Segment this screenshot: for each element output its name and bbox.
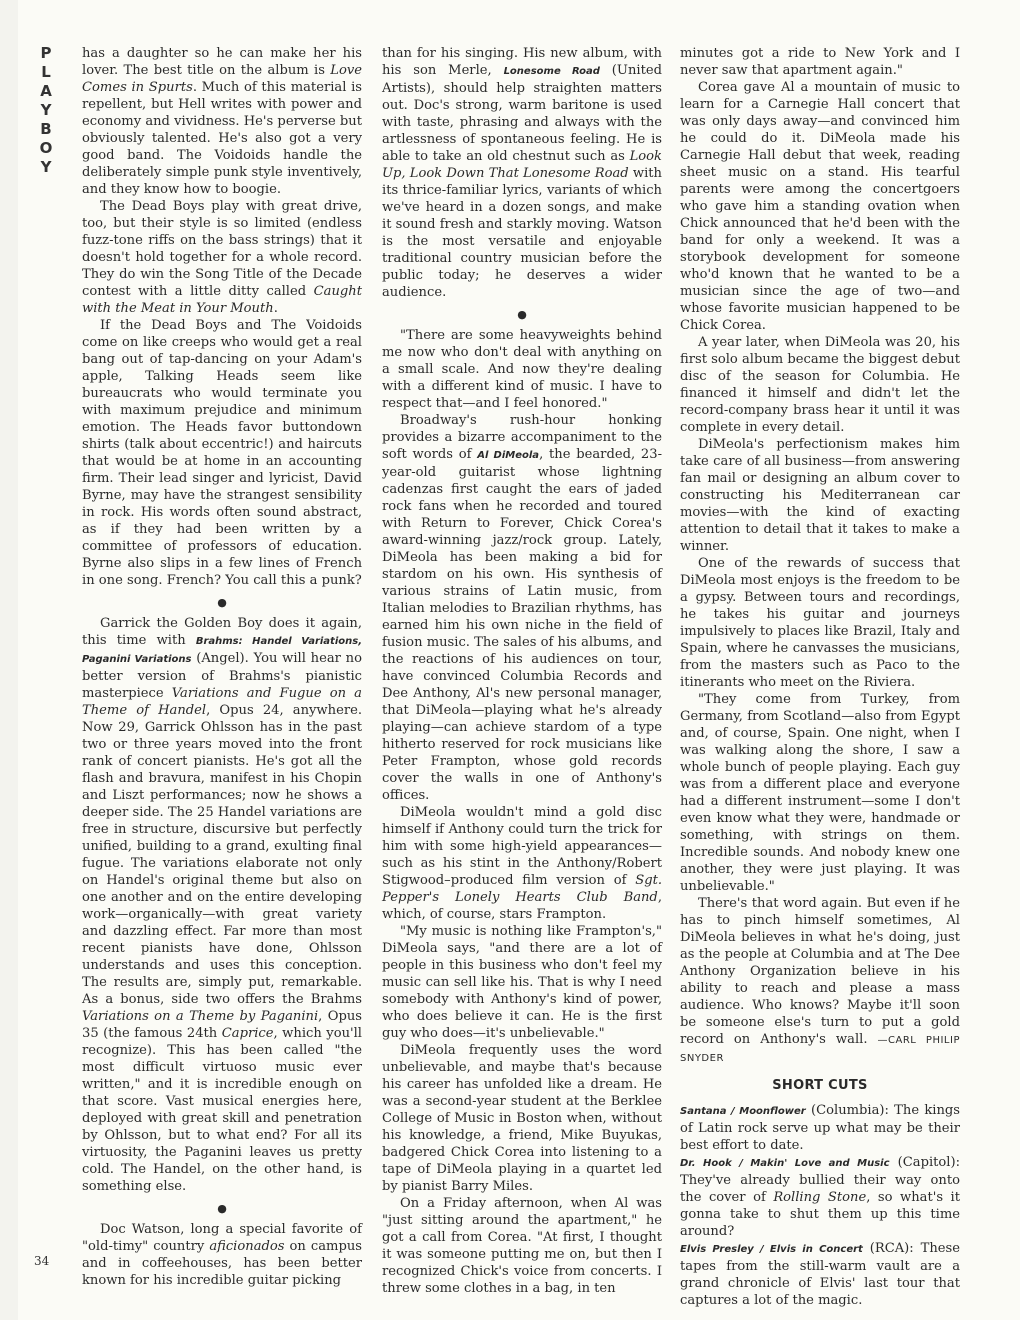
section-bullet: ● — [217, 596, 227, 609]
paragraph: "My music is nothing like Frampton's," DiMeola says, "and there are a lot of people in this business who don't feel my music can sell like his. That is why I need somebody with Anthony's kind of power, who does believe it can. He is the first guy who does—it's unbelievable." — [382, 924, 662, 1041]
byline: —CARL PHILIP SNYDER — [680, 1035, 960, 1064]
title-letter: Y — [40, 101, 52, 119]
column-2 — [382, 45, 662, 1297]
title-letter: L — [41, 63, 51, 81]
album-title: Brahms: Handel Variations, Paganini Variations — [82, 636, 362, 665]
paragraph: Garrick the Golden Boy does it again, this time with Brahms: Handel Variations, Paganini Variations (Angel). You will hear no better version of Brahms's pianistic masterpiece Variations and Fugue on a Theme of Handel, Opus 24, anywhere. Now 29, Garrick Ohlsson has in the past two or three years moved into the front rank of concert pianists. He's got all the flash and bravura, manifest in his Chopin and Liszt performances; now he shows a deeper side. The 25 Handel variations are free in structure, discursive but perfectly unified, building to a grand, exulting final fugue. The variations elaborate not only on Handel's original theme but also on one another and on the entire developing work—organically—with great variety and dazzling effect. Far more than most recent pianists have done, Ohlsson understands and uses this conception. The results are, simply put, remarkable. As a bonus, side two offers the Brahms Variations on a Theme by Paganini, Opus 35 (the famous 24th Caprice, which you'll recognize). This has been called "the most difficult virtuoso music ever written," and it is incredible enough on that score. Vast musical energies here, deployed with great skill and penetration by Ohlsson, but to what end? For all its virtuosity, the Paganini leaves us pretty cold. The Handel, on the other hand, is something else. — [82, 616, 362, 1194]
paragraph: DiMeola's perfectionism makes him take care of all business—from answering fan mail or designing an album cover to constructing his Mediterranean car movies—with the kind of exacting attention to detail that it takes to make a winner. — [680, 437, 960, 554]
paragraph: There's that word again. But even if he has to pinch himself sometimes, Al DiMeola believes in what he's doing, just as the people at Columbia and at The Dee Anthony Organization believe in his ability to reach and please a mass audience. Who knows? Maybe it'll soon be someone else's turn to put a gold record on Anthony's wall. —CARL PHILIP SNYDER — [680, 896, 960, 1064]
paragraph: "There are some heavyweights behind me now who don't deal with anything on a small scale. And now they're dealing with a different kind of music. I have to respect that—and I feel honored." — [382, 328, 662, 411]
page-edge — [0, 0, 18, 1320]
page-number: 34 — [34, 1254, 50, 1268]
paragraph: "They come from Turkey, from Germany, from Scotland—also from Egypt and, of course, Spain. One night, when I was walking along the shore, I saw a whole bunch of people playing. Each guy was from a different place and everyone had a different instrument—some I don't even know what they were, handmade or something, with strings on them. Incredible sounds. And nobody knew one another, they were just playing. It was unbelievable." — [680, 692, 960, 894]
magazine-name — [34, 44, 58, 177]
paragraph: DiMeola wouldn't mind a gold disc himself if Anthony could turn the trick for him with some high-yield appearances—such as his stint in the Anthony/Robert Stigwood–produced film version of Sgt. Pepper's Lonely Hearts Club Band, which, of course, stars Frampton. — [382, 805, 662, 922]
paragraph: minutes got a ride to New York and I never saw that apartment again." — [680, 46, 960, 78]
paragraph: Corea gave Al a mountain of music to learn for a Carnegie Hall concert that was only days away—and convinced him he could do it. DiMeola made his Carnegie Hall debut that week, reading sheet music on a stand. His tearful parents were among the concertgoers who gave him a standing ovation when Chick announced that he'd been with the band for only a weekend. It was a storybook development for someone who'd known that he wanted to be a musician since the age of two—and whose favorite musician happened to be Chick Corea. — [680, 80, 960, 333]
paragraph: Broadway's rush-hour honking provides a bizarre accompaniment to the soft words of Al DiMeola, the bearded, 23-year-old guitarist whose lightning cadenzas first caught the ears of jaded rock fans when he recorded and toured with Return to Forever, Chick Corea's award-winning jazz/rock group. Lately, DiMeola has been making a bid for stardom on his own. His synthesis of various strains of Latin music, from Italian melodies to Brazilian rhythms, has earned him his own niche in the field of fusion music. The sales of his albums, and the reactions of his audiences on tour, have convinced Columbia Records and Dee Anthony, Al's new personal manager, that DiMeola—playing what he's already playing—can achieve stardom of a type hitherto reserved for rock musicians like Peter Frampton, whose gold records cover the walls in one of Anthony's offices. — [382, 413, 662, 803]
short-cut-item: Santana / Moonflower (Columbia): The kings of Latin rock serve up what may be their best effort to date. — [680, 1103, 960, 1153]
title-letter: O — [39, 139, 53, 157]
paragraph: The Dead Boys play with great drive, too, but their style is so limited (endless fuzz-tone riffs on the bass strings) that it doesn't hold together for a whole record. They do win the Song Title of the Decade contest with a little ditty called Caught with the Meat in Your Mouth. — [82, 199, 362, 316]
paragraph: One of the rewards of success that DiMeola most enjoys is the freedom to be a gypsy. Between tours and recordings, he takes his guitar and journeys impulsively to places like Brazil, Italy and Spain, where he canvasses the musicians, from the masters such as Paco to the itinerants who meet on the Riviera. — [680, 556, 960, 690]
section-bullet: ● — [217, 1202, 227, 1215]
artist-name: Al DiMeola — [477, 450, 540, 461]
album-title: Dr. Hook / Makin' Love and Music — [680, 1158, 890, 1169]
album-title: Lonesome Road — [503, 66, 600, 77]
paragraph: DiMeola frequently uses the word unbelievable, and maybe that's because his career has unfolded like a dream. He was a second-year student at the Berklee College of Music in Boston when, without his knowledge, a friend, Mike Buyukas, badgered Chick Corea into listening to a tape of DiMeola playing in a quartet led by pianist Barry Miles. — [382, 1043, 662, 1194]
title-letter: B — [40, 120, 52, 138]
paragraph: If the Dead Boys and The Voidoids come on like creeps who would get a real bang out of tap-dancing on your Adam's apple, Talking Heads seem like bureaucrats who would terminate you with maximum prejudice and minimum emotion. The Heads favor buttondown shirts (talk about eccentric!) and haircuts that would be at home in an accounting firm. Their lead singer and lyricist, David Byrne, may have the strangest sensibility in rock. His words often sound abstract, as if they had been written by a committee of professors of education. Byrne also slips in a few lines of French in one song. French? You call this a punk? — [82, 318, 362, 588]
short-cut-item: Dr. Hook / Makin' Love and Music (Capitol): They've already bullied their way onto the cover of Rolling Stone, so what's it gonna take to shut them up this time around? — [680, 1155, 960, 1239]
column-1 — [82, 45, 362, 1289]
section-bullet: ● — [517, 308, 527, 321]
title-letter: P — [40, 44, 52, 62]
paragraph: than for his singing. His new album, with his son Merle, Lonesome Road (United Artists), should help straighten matters out. Doc's strong, warm baritone is used with taste, phrasing and always with the artlessness of spontaneous feeling. He is able to take an old chestnut such as Look Up, Look Down That Lonesome Road with its thrice-familiar lyrics, variants of which we've heard in a dozen songs, and make it sound fresh and starkly moving. Watson is the most versatile and enjoyable traditional country musician before the public today; he deserves a wider audience. — [382, 46, 662, 300]
paragraph: A year later, when DiMeola was 20, his first solo album became the biggest debut disc of the season for Columbia. He financed it himself and didn't let the record-company brass hear it until it was complete in every detail. — [680, 335, 960, 435]
title-letter: A — [40, 82, 52, 100]
paragraph: On a Friday afternoon, when Al was "just sitting around the apartment," he got a call from Corea. "At first, I thought it was someone putting me on, but then I recognized Chick's voice from concerts. I threw some clothes in a bag, in ten — [382, 1196, 662, 1296]
album-title: Santana / Moonflower — [680, 1106, 806, 1117]
paragraph: has a daughter so he can make her his lover. The best title on the album is Love Comes in Spurts. Much of this material is repellent, but Hell writes with power and economy and vividness. He's perverse but obviously talented. He's also got a very good band. The Voidoids handle the deliberately simple punk style inventively, and they know how to boogie. — [82, 46, 362, 197]
column-3 — [680, 45, 960, 1309]
paragraph: Doc Watson, long a special favorite of "old-timy" country aficionados on campus and in coffeehouses, has been better known for his incredible guitar picking — [82, 1222, 363, 1288]
short-cut-item: Elvis Presley / Elvis in Concert (RCA): These tapes from the still-warm vault are a grand chronicle of Elvis' last tour that captures a lot of the magic. — [680, 1241, 960, 1308]
short-cuts-heading: SHORT CUTS — [772, 1078, 868, 1093]
title-letter: Y — [40, 158, 52, 176]
album-title: Elvis Presley / Elvis in Concert — [680, 1244, 863, 1255]
